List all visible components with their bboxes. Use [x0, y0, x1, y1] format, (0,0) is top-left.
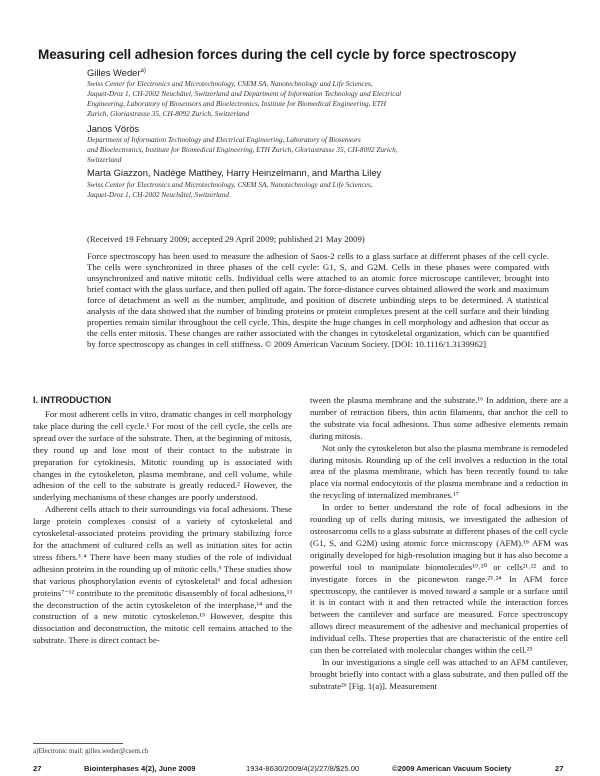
article-title: Measuring cell adhesion forces during the cell cycle by force spectroscopy — [38, 47, 517, 62]
author-line-1 — [87, 67, 146, 78]
journal-citation: Biointerphases 4(2), June 2009 — [84, 764, 196, 773]
paragraph: In order to better understand the role of focal adhesions in the rounding up of cells during mitosis, we investigated the adhesion of osteosarcoma cells to a glass substrate at different phases of the cell cycle (G1, S, and G2M) using atomic force microscopy (AFM).¹⁸ AFM was originally developed for high-resolution imaging but it has also become a powerful tool to manipulate biomolecules¹⁹˒²⁰ or cells²¹˒²² and to investigate forces in the piconewton range.²³˒²⁴ In AFM force spectroscopy, the cantilever is moved toward a sample or a surface until it is in contact with it and then retracted while the interaction forces between the cantilever and surface are measured. Force spectroscopy allows direct measurement of the adhesive and mechanical properties of individual cells. These properties that are characteristic of the entire cell can then be correlated with molecular changes within the cell.²⁵ — [310, 502, 568, 656]
paragraph: For most adherent cells in vitro, dramatic changes in cell morphology take place during the cell cycle.¹ For most of the cell cycle, the cells are spread over the surface of the substrate. Then, at the beginning of mitosis, they round up and lose most of their contact to the substrate in preparation for cytokinesis. Mitotic rounding up is associated with changes in the cytoskeleton, plasma membrane, and cell volume, while adhesion of the cell to the substrate is greatly reduced.² However, the underlying mechanisms of these changes are poorly understood. — [33, 409, 292, 503]
abstract: Force spectroscopy has been used to measure the adhesion of Saos-2 cells to a glass surface at different phases of the cell cycle. The cells were synchronized in three phases of the cell cycle: G1, S, and G2M. Cells in these phases were compared with unsynchronized and native mitotic cells. Individual cells were attached to an atomic force microscope cantilever, brought into brief contact with the glass surface, and then pulled off again. The force-distance curves obtained allowed the work and maximum force of detachment as well as the number, amplitude, and position of discrete unbinding steps to be determined. A statistical analysis of the data showed that the number of binding proteins or protein complexes present at the cell surface and their binding properties remain similar throughout the cell cycle. This, despite the huge changes in cell morphology and adhesion that occur as the cells enter mitosis. These changes are rather associated with the changes in cytoskeletal organization, which can be quantified by force spectroscopy as changes in cell stiffness. © 2009 American Vacuum Society. [DOI: 10.1116/1.3139962] — [87, 251, 549, 349]
author-names: Marta Giazzon, Nadège Matthey, Harry Heinzelmann, and Martha Liley — [87, 167, 382, 178]
affiliation-line: Engineering, Laboratory of Biosensors and Bioelectronics, Institute for Biomedical Engineering, ETH — [87, 99, 387, 108]
affiliation-line: Swiss Center for Electronics and Microtechnology, CSEM SA, Nanotechnology and Life Sciences, — [87, 79, 373, 88]
author-line-2 — [87, 123, 139, 134]
page-number-right: 27 — [555, 764, 564, 773]
author-line-3 — [87, 167, 381, 178]
body-column-right — [310, 395, 568, 693]
paragraph: Not only the cytoskeleton but also the plasma membrane is remodeled during mitosis. Rounding up of the cell involves a reduction in the total area of the plasma membrane, which has been recently found to take place via normal endocytosis of the plasma membrane and a reduction in the recycling of internalized membranes.¹⁷ — [310, 442, 568, 501]
page-number-left: 27 — [33, 764, 42, 773]
author-names: Janos Vörös — [87, 123, 140, 134]
affiliation-line: and Bioelectronics, Institute for Biomedical Engineering, ETH Zurich, Gloriastrasse 35, CH-8092 Zurich, — [87, 145, 398, 154]
copyright-line: ©2009 American Vacuum Society — [392, 764, 512, 773]
affiliation-line: Switzerland — [87, 155, 122, 164]
paragraph: tween the plasma membrane and the substrate.¹⁶ In addition, there are a number of retraction fibers, thin actin filaments, that anchor the cell to the substrate via focal adhesions. Thus some adhesive elements remain during mitosis. — [310, 395, 568, 441]
affiliation-3 — [87, 180, 487, 200]
paragraph: Adherent cells attach to their surroundings via focal adhesions. These large protein complexes consist of a variety of cytoskeletal and cytoskeletal-associated proteins providing the primary stabilizing force for the attachment of cultured cells as well as initiation sites for actin stress fibers.³˒⁴ There have been many studies of the role of individual adhesion proteins in the rounding up of mitotic cells.⁵ These studies show that various phosphorylation events of cytoskeletal⁶ and focal adhesion proteins⁷⁻¹² contribute to the premitotic disassembly of focal adhesions,¹³ the deconstruction of the actin cytoskeleton of the interphase,¹⁴ and the construction of a new mitotic cytoskeleton.¹⁵ However, despite this dissociation and deconstruction, the mitotic cell remains attached to the substrate. There is direct contact be- — [33, 504, 292, 646]
author-names: Gilles Weder — [87, 67, 141, 78]
affiliation-line: Zurich, Gloriastrasse 35, CH-8092 Zurich, Switzerland — [87, 109, 250, 118]
affiliation-line: Department of Information Technology and Electrical Engineering, Laboratory of Biosensors — [87, 135, 361, 144]
paragraph: In our investigations a single cell was attached to an AFM cantilever, brought briefly into contact with a glass substrate, and then pulled off the substrate²⁶ [Fig. 1(a)]. Measurement — [310, 656, 568, 691]
body-column-left — [33, 409, 292, 647]
footnote-rule — [33, 743, 123, 744]
received-dates: (Received 19 February 2009; accepted 29 April 2009; published 21 May 2009) — [87, 234, 365, 244]
affiliation-line: Jaquet-Droz 1, CH-2002 Neuchâtel, Switzerland and Department of Information Technology and Electrical — [87, 89, 402, 98]
affiliation-1 — [87, 79, 487, 119]
section-heading: I. INTRODUCTION — [33, 395, 112, 405]
footnote: a)Electronic mail: gilles.weder@csem.ch — [33, 747, 149, 755]
affiliation-2 — [87, 135, 487, 165]
issn-line: 1934-8630/2009/4(2)/27/8/$25.00 — [246, 764, 360, 773]
affiliation-line: Swiss Center for Electronics and Microtechnology, CSEM SA, Nanotechnology and Life Sciences, — [87, 180, 373, 189]
affiliation-line: Jaquet-Droz 1, CH-2002 Neuchâtel, Switzerland — [87, 190, 230, 199]
author-footnote-marker: a) — [140, 67, 146, 74]
